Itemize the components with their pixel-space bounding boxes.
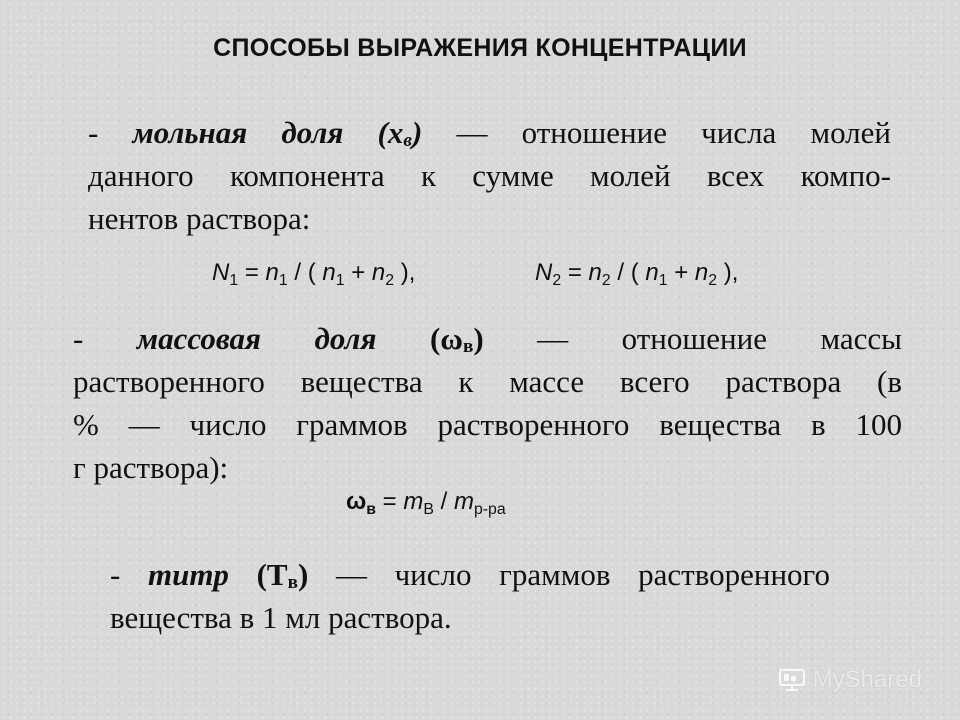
mass-fraction-formula: $\omega_в = m_В / m_{р-ра}$ (346, 488, 506, 518)
molar-line-3: нентов раствора: (88, 201, 311, 236)
titr-term: титр (147, 557, 229, 592)
titr-dash: - (110, 557, 148, 592)
titr-definition (110, 553, 830, 639)
molar-term: мольная доля $(х_в)$ (132, 115, 423, 151)
watermark (777, 666, 922, 694)
watermark-text: MyShared (812, 666, 922, 693)
mass-symbol: $(\omega_в)$ (376, 321, 484, 357)
presentation-icon (777, 668, 807, 692)
mass-term: массовая доля (136, 321, 377, 356)
molar-definition-start: — отношение числа молей (422, 115, 892, 150)
slide-title: СПОСОБЫ ВЫРАЖЕНИЯ КОНЦЕНТРАЦИИ (213, 34, 747, 62)
mass-definition-start: — отношение массы (483, 321, 902, 356)
mass-line-3: % — число граммов растворенного вещества в 100 (73, 407, 902, 442)
mass-line-2: растворенного вещества к массе всего раствора (в (73, 364, 902, 399)
molar-fraction-definition (88, 111, 891, 240)
molar-line-2: данного компонента к сумме молей всех компо- (88, 158, 891, 193)
mass-line-4: г раствора): (73, 450, 229, 485)
molar-dash: - (88, 115, 133, 150)
molar-formula-2: $N_2 = n_2$ / ( $n_1 + n_2$ ), (535, 259, 739, 289)
mass-dash: - (73, 321, 137, 356)
molar-line-1 (88, 111, 891, 154)
titr-symbol: $(Т_в)$ (228, 557, 309, 593)
mass-fraction-definition (73, 317, 902, 489)
titr-line-2: вещества в 1 мл раствора. (110, 600, 452, 635)
titr-line-1 (110, 553, 830, 596)
titr-definition-start: — число граммов растворенного (308, 557, 830, 592)
molar-formula-1: $N_1 = n_1$ / ( $n_1 + n_2$ ), (212, 259, 416, 289)
mass-line-1 (73, 317, 902, 360)
